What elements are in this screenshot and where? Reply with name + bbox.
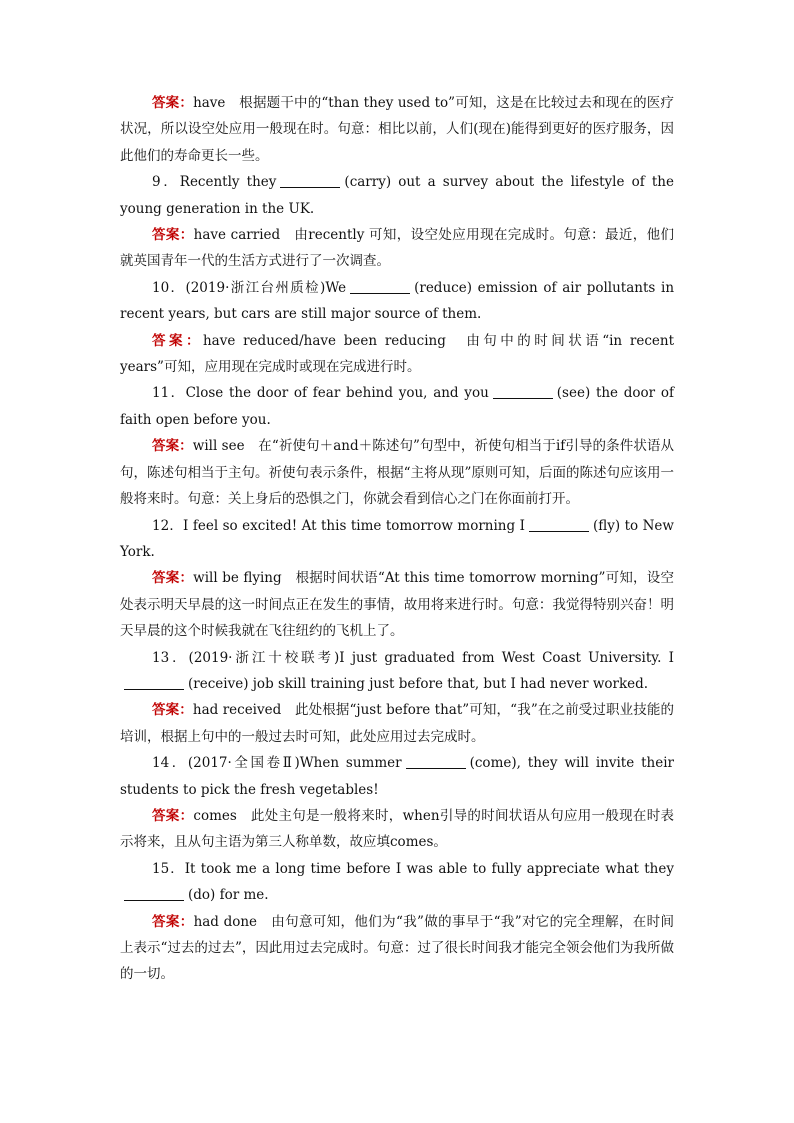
answer-label: 答案： bbox=[152, 913, 194, 930]
question-text: (see) the door of faith open before you. bbox=[120, 385, 674, 428]
answer-14 bbox=[120, 803, 674, 856]
answer-label: 答案： bbox=[152, 227, 194, 244]
answer-text: have 根据题干中的“than they used to”可知，这是在比较过去和现在的医疗状况，所以设空处应用一般现在时。句意：相比以前，人们(现在)能得到更好的医疗服务，因此他们的寿命更长一些。 bbox=[120, 95, 674, 164]
question-text: 13．(2019·浙江十校联考)I just graduated from West Coast University. I bbox=[152, 649, 674, 666]
answer-label: 答案： bbox=[152, 438, 193, 455]
answer-label: 答案： bbox=[152, 95, 194, 111]
question-text: (fly) to New York. bbox=[120, 517, 674, 560]
answer-12 bbox=[120, 565, 674, 644]
answer-label: 答案： bbox=[152, 332, 203, 349]
answer-11 bbox=[120, 433, 674, 512]
question-text: 12．I feel so excited! At this time tomorrow morning I bbox=[152, 517, 525, 534]
question-15 bbox=[120, 856, 674, 909]
question-text: 14．(2017·全国卷Ⅱ)When summer bbox=[152, 755, 402, 772]
answer-label: 答案： bbox=[152, 570, 194, 587]
answer-10 bbox=[120, 328, 674, 381]
question-text: (come), they will invite their students to pick the fresh vegetables! bbox=[120, 755, 675, 798]
answer-blank[interactable] bbox=[529, 517, 589, 532]
question-text: (receive) job skill training just before that, but I had never worked. bbox=[188, 675, 649, 692]
question-13 bbox=[120, 645, 674, 698]
answer-8 bbox=[120, 90, 674, 169]
answer-blank[interactable] bbox=[124, 886, 184, 901]
answer-blank[interactable] bbox=[406, 754, 466, 769]
answer-blank[interactable] bbox=[493, 384, 553, 399]
answer-label: 答案： bbox=[152, 807, 194, 824]
question-14 bbox=[120, 750, 674, 803]
question-text: (reduce) emission of air pollutants in recent years, but cars are still major source of them. bbox=[120, 279, 675, 323]
answer-blank[interactable] bbox=[280, 173, 340, 188]
question-12 bbox=[120, 513, 674, 566]
question-text: 10．(2019·浙江台州质检)We bbox=[152, 279, 347, 296]
question-text: (carry) out a survey about the lifestyle of the young generation in the UK. bbox=[120, 174, 674, 217]
answer-15 bbox=[120, 909, 674, 988]
answer-text: had received 此处根据“just before that”可知，“我”在之前受过职业技能的培训，根据上句中的一般过去时可知，此处应用过去完成时。 bbox=[120, 702, 675, 745]
answer-blank[interactable] bbox=[124, 675, 184, 690]
answer-blank[interactable] bbox=[350, 279, 410, 294]
question-text: 11．Close the door of fear behind you, and you bbox=[152, 385, 489, 402]
question-9 bbox=[120, 169, 674, 222]
answer-text: have reduced/have been reducing 由句中的时间状语“in recent years”可知，应用现在完成时或现在完成进行时。 bbox=[120, 332, 675, 376]
question-text: 9．Recently they bbox=[152, 174, 277, 191]
question-text: 15．It took me a long time before I was able to fully appreciate what they bbox=[152, 860, 674, 877]
answer-13 bbox=[120, 697, 674, 750]
answer-text: comes 此处主句是一般将来时，when引导的时间状语从句应用一般现在时表示将来，且从句主语为第三人称单数，故应填comes。 bbox=[120, 807, 675, 851]
answer-text: will be flying 根据时间状语“At this time tomorrow morning”可知，设空处表示明天早晨的这一时间点正在发生的事情，故用将来进行时。句意：我觉得特别兴奋！明天早晨的这个时候我就在飞往纽约的飞机上了。 bbox=[120, 570, 674, 640]
answer-text: had done 由句意可知，他们为“我”做的事早于“我”对它的完全理解，在时间上表示“过去的过去”，因此用过去完成时。句意：过了很长时间我才能完全领会他们为我所做的一切。 bbox=[120, 913, 674, 983]
question-text: (do) for me. bbox=[188, 887, 269, 904]
question-11 bbox=[120, 380, 674, 433]
answer-label: 答案： bbox=[152, 702, 193, 719]
answer-9 bbox=[120, 222, 674, 275]
question-10 bbox=[120, 275, 674, 328]
answer-text: will see 在“祈使句＋and＋陈述句”句型中，祈使句相当于if引导的条件状语从句，陈述句相当于主句。祈使句表示条件，根据“主将从现”原则可知，后面的陈述句应该用一般将来时。句意：关上身后的恐惧之门，你就会看到信心之门在你面前打开。 bbox=[120, 438, 674, 508]
answer-text: have carried 由recently 可知，设空处应用现在完成时。句意：最近，他们就英国青年一代的生活方式进行了一次调查。 bbox=[120, 227, 675, 270]
document-page bbox=[120, 90, 674, 988]
